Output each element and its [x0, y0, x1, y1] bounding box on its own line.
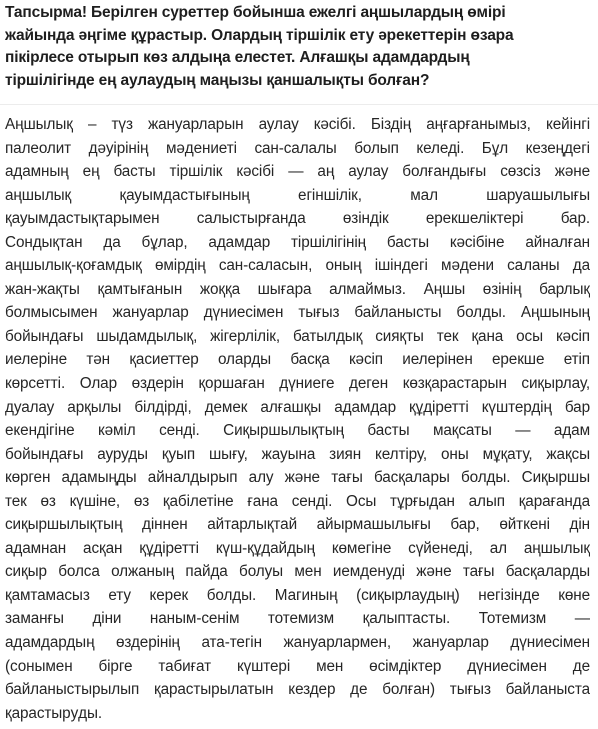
- body-line: адамның ең басты тіршілік кәсібі — аң аулау болғандығы сөзсіз және: [5, 163, 590, 181]
- body-line: аңшылық-қоғамдық өмірдің сан-саласын, оның ішіндегі мәдени саланы да: [5, 257, 590, 275]
- body-line: байланыстырылып қарастырылатын кездер де болған) тығыз байланыста: [5, 681, 590, 699]
- body-paragraph: [5, 113, 590, 725]
- body-line: Аңшылық – түз жануарларын аулау кәсібі. Біздің аңғарғанымыз, кейінгі: [5, 116, 590, 133]
- body-line: Сондықтан да бұлар, адамдар тіршілігінің басты кәсібіне айналған: [5, 233, 590, 251]
- body-line: бойындағы ауруды қуып шығу, жауына зиян келтіру, оны мұқату, жақсы: [5, 445, 590, 463]
- body-line: көрсетті. Олар өздерін қоршаған дүниеге деген көзқарастарын сиқырлау,: [5, 375, 590, 393]
- body-line: қарастырyды.: [5, 704, 102, 722]
- divider: [0, 104, 598, 105]
- task-heading: [5, 2, 593, 92]
- body-line: қауымдастықтарымен салыстырғанда өзіндік ерекшеліктері бар.: [5, 210, 590, 228]
- task-line: тіршілігінде ең аулаудың маңызы қаншалықты болған?: [5, 71, 430, 89]
- body-line: палеолит дәуірінің мәдениеті сан-салалы болып келеді. Бұл кезеңдегі: [5, 139, 590, 157]
- body-line: екендігіне кәміл сенді. Сиқыршылықтың басты мақсаты — адам: [5, 422, 590, 440]
- body-line: сиқыр болса олжаның пайда болуы мен иемденуді және тағы басқаларды: [5, 563, 590, 581]
- body-line: жан-жақты қамтығанын жоққа шығара алмаймыз. Аңшы өзінің барлық: [5, 280, 590, 298]
- body-line: болмысымен жануарлар дүниесімен тығыз байланысты болды. Аңшының: [5, 304, 590, 322]
- task-line: пікірлесе отырып көз алдыңа елестет. Алғашқы адамдардың: [5, 49, 470, 66]
- body-line: тек өз күшіне, өз қабілетіне ғана сенді. Осы тұрғыдан алып қарағанда: [5, 492, 590, 510]
- body-line: аңшылық қауымдастығының егіншілік, мал шаруашылығы: [5, 186, 590, 204]
- body-line: адамнан асқан құдіретті күш-құдайдың көмегіне сүйенеді, ал аңшылық: [5, 539, 590, 557]
- task-line: Тапсырма! Берілген суреттер бойынша ежелгі аңшылардың өмірі: [5, 4, 506, 21]
- body-line: адамдардың өздерінің ата-тегін жануарлармен, жануарлар дүниесімен: [5, 634, 590, 652]
- body-line: дуалау арқылы білдірді, демек алғашқы адамдар құдіретті күштердің бар: [5, 398, 590, 416]
- body-line: иелеріне тән қасиеттер оларды басқа кәсіп иелерінен ерекше етіп: [5, 351, 590, 369]
- body-line: бойындағы шыдамдылық, жігерлілік, батылдық сияқты тек қана осы кәсіп: [5, 327, 590, 345]
- body-line: заманғы діни наным-сенім тотемизм қалыптасты. Тотемизм —: [5, 610, 590, 628]
- task-line: жайында әңгіме құрастыр. Олардың тіршілік ету әрекеттерін өзара: [5, 26, 514, 44]
- body-line: (сонымен бірге табиғат күштері мен өсімдіктер дүниесімен де: [5, 657, 590, 675]
- body-line: көрген адамыңды айналдырып алу және тағы басқалары болды. Сиқыршы: [5, 469, 590, 487]
- body-line: қамтамасыз ету керек болды. Магиның (сиқырлаудың) негізінде көне: [5, 586, 590, 604]
- body-line: сиқыршылықтың діннен айтарлықтай айырмашылығы бар, өйткені дін: [5, 516, 590, 534]
